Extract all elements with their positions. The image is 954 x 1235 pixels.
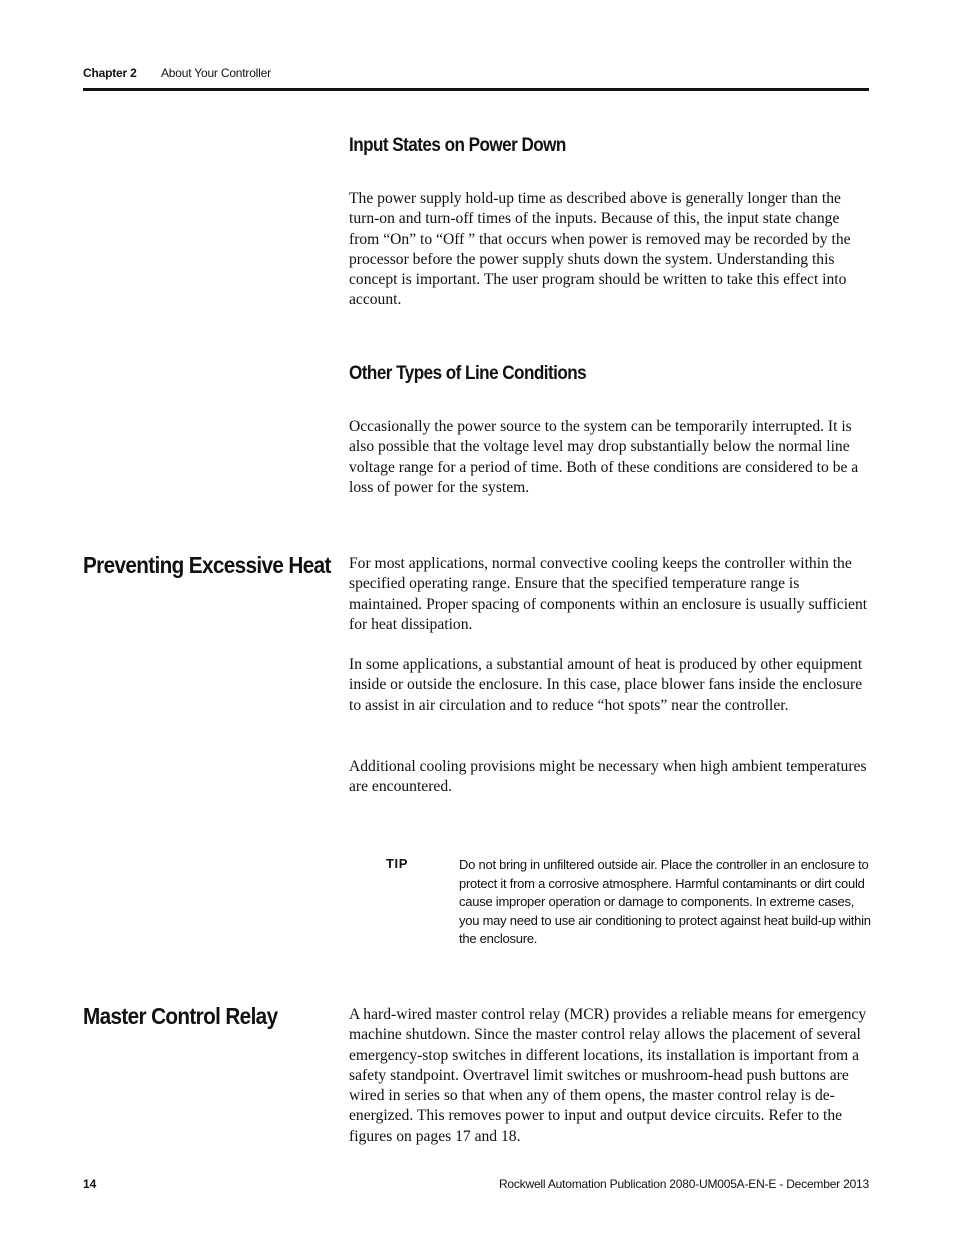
line-conditions-body: Occasionally the power source to the system can be temporarily interrupted. It is also possible that the voltage level may drop substantially below the normal line voltage range for a period of time. Both of these conditions are considered to be a loss of power for the system.	[349, 418, 859, 496]
mcr-heading: Master Control Relay	[83, 1003, 278, 1029]
tip-text: Do not bring in unfiltered outside air. Place the controller in an enclosure to protect it from a corrosive atmosphere. Harmful contaminants or dirt could cause improper operation or damage to components. In extreme cases, you may need to use air conditioning to protect against heat build-up within the enclosure.	[459, 857, 871, 947]
chapter-label: Chapter 2	[83, 66, 137, 80]
excessive-heat-para-3: Additional cooling provisions might be necessary when high ambient temperatures are encountered.	[349, 758, 867, 796]
chapter-title: About Your Controller	[161, 66, 271, 80]
input-states-heading: Input States on Power Down	[349, 135, 566, 156]
line-conditions-heading: Other Types of Line Conditions	[349, 363, 587, 384]
tip-label: TIP	[386, 856, 409, 871]
page-number: 14	[83, 1177, 97, 1191]
excessive-heat-heading: Preventing Excessive Heat	[83, 552, 331, 578]
excessive-heat-para-1: For most applications, normal convective cooling keeps the controller within the specified operating range. Ensure that the specified temperature range is maintained. Proper spacing of components within an enclosure is usually sufficient for heat dissipation.	[349, 555, 868, 633]
excessive-heat-para-2: In some applications, a substantial amount of heat is produced by other equipment inside or outside the enclosure. In this case, place blower fans inside the enclosure to assist in air circulation and to reduce “hot spots” near the controller.	[349, 656, 863, 714]
input-states-body: The power supply hold-up time as described above is generally longer than the turn-on and turn-off times of the inputs. Because of this, the input state change from “On” to “Off ” that occurs when power is removed may be recorded by the processor before the power supply shuts down the system. Understanding this concept is important. The user program should be written to take this effect into account.	[349, 190, 851, 309]
mcr-body: A hard-wired master control relay (MCR) provides a reliable means for emergency machine shutdown. Since the master control relay allows the placement of several emergency-stop switches in different locations, its installation is important from a safety standpoint. Overtravel limit switches or mushroom-head push buttons are wired in series so that when any of them opens, the master control relay is de-energized. This removes power to input and output device circuits. Refer to the figures on pages 17 and 18.	[349, 1006, 867, 1145]
header-rule	[83, 88, 869, 91]
publication-info: Rockwell Automation Publication 2080-UM005A-EN-E - December 2013	[498, 1177, 869, 1191]
